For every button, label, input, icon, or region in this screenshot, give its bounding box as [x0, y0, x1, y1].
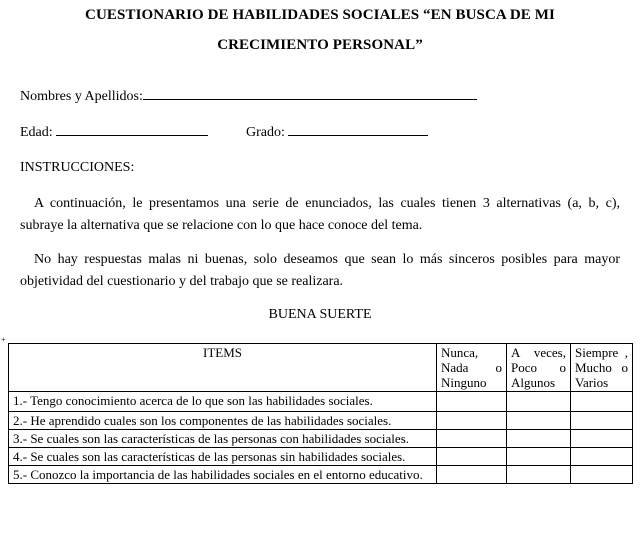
- table-row: [9, 392, 633, 412]
- table-row: [9, 448, 633, 466]
- age-blank-line[interactable]: [56, 122, 208, 136]
- answer-cell-a[interactable]: [437, 448, 507, 466]
- document-title-line-2: CRECIMIENTO PERSONAL”: [217, 37, 423, 53]
- name-label: Nombres y Apellidos:: [20, 89, 143, 104]
- answer-cell-c[interactable]: [571, 412, 633, 430]
- answer-cell-b[interactable]: [507, 448, 571, 466]
- answer-cell-a[interactable]: [437, 466, 507, 484]
- answer-cell-a[interactable]: [437, 412, 507, 430]
- answer-cell-b[interactable]: [507, 412, 571, 430]
- instructions-paragraph-2: No hay respuestas malas ni buenas, solo deseamos que sean lo más sinceros posibles para mayor objetividad del cuestionario y del trabajo que se realizara.: [20, 252, 620, 289]
- grade-field-row: [246, 122, 428, 141]
- item-text: 3.- Se cuales son las características de las personas con habilidades sociales.: [9, 430, 437, 448]
- instructions-paragraph-1: A continuación, le presentamos una serie de enunciados, las cuales tienen 3 alternativas (a, b, c), subraye la alternativa que se relacione con lo que hace conoce del tema.: [20, 196, 620, 233]
- grade-blank-line[interactable]: [288, 122, 428, 136]
- answer-cell-c[interactable]: [571, 430, 633, 448]
- answer-cell-b[interactable]: [507, 392, 571, 412]
- answer-cell-c[interactable]: [571, 466, 633, 484]
- item-text: 5.- Conozco la importancia de las habilidades sociales en el entorno educativo.: [9, 466, 437, 484]
- table-row: [9, 430, 633, 448]
- document-title-line-1: CUESTIONARIO DE HABILIDADES SOCIALES “EN BUSCA DE MI: [85, 7, 555, 23]
- name-field-row: [20, 86, 477, 105]
- answer-cell-c[interactable]: [571, 392, 633, 412]
- table-header-row: [9, 344, 633, 392]
- answer-cell-b[interactable]: [507, 430, 571, 448]
- good-luck-text: BUENA SUERTE: [268, 307, 372, 322]
- item-text: 4.- Se cuales son las características de las personas sin habilidades sociales.: [9, 448, 437, 466]
- header-items: ITEMS: [9, 344, 437, 392]
- name-blank-line[interactable]: [143, 86, 477, 100]
- grade-label: Grado:: [246, 125, 285, 140]
- item-text: 2.- He aprendido cuales son los componentes de las habilidades sociales.: [9, 412, 437, 430]
- item-text: 1.- Tengo conocimiento acerca de lo que son las habilidades sociales.: [9, 392, 437, 412]
- header-option-c: Siempre , Mucho o Varios: [571, 344, 633, 392]
- instructions-heading: INSTRUCCIONES:: [20, 160, 135, 175]
- questionnaire-table: [8, 343, 633, 484]
- table-row: [9, 466, 633, 484]
- header-option-a: Nunca, Nada o Ninguno: [437, 344, 507, 392]
- answer-cell-c[interactable]: [571, 448, 633, 466]
- age-label: Edad:: [20, 125, 53, 140]
- answer-cell-a[interactable]: [437, 392, 507, 412]
- age-field-row: [20, 122, 208, 141]
- answer-cell-a[interactable]: [437, 430, 507, 448]
- table-anchor-icon: +: [1, 335, 6, 344]
- table-row: [9, 412, 633, 430]
- header-option-b: A veces, Poco o Algunos: [507, 344, 571, 392]
- answer-cell-b[interactable]: [507, 466, 571, 484]
